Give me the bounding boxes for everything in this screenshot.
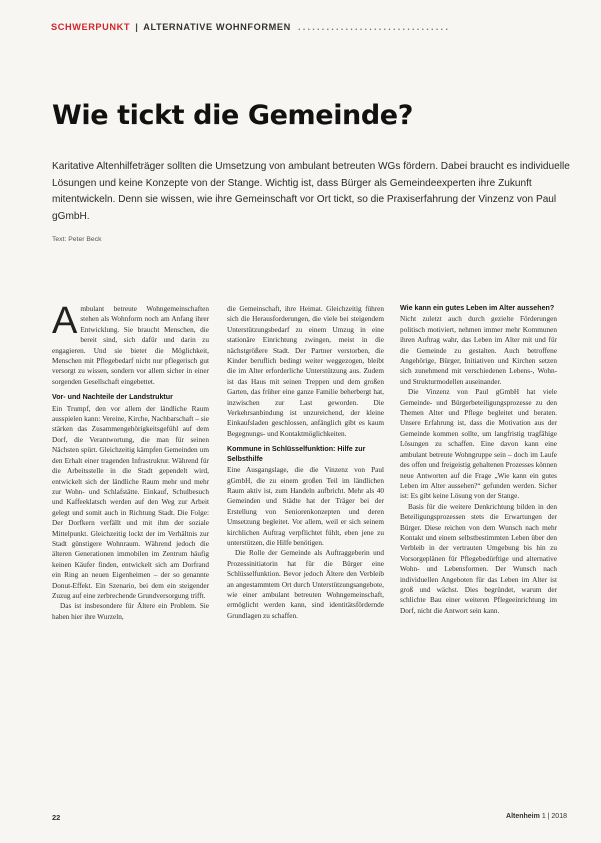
subheading: Kommune in Schlüsselfunktion: Hilfe zur Selbsthilfe	[227, 445, 366, 463]
article-lead: Karitative Altenhilfeträger sollten die Umsetzung von ambulant betreuten WGs fördern. Dabei braucht es individuelle Lösungen und keine Konzepte von der Stange. Wichtig ist, dass Bürger als Gemeindeexperten ihre Zukunft mitentwickeln. Denn sie wissen, wie ihre Gemeinschaft vor Ort tickt, so die Praxiserfahrung der Vinzenz von Paul gGmbH.	[52, 161, 570, 222]
section-label: SCHWERPUNKT	[51, 22, 131, 32]
paragraph: Nicht zuletzt auch durch gezielte Förderungen politisch motiviert, nehmen immer mehr Kommunen ihren Auftrag wahr, das Leben im Alter mit und für die Gemeinde zu gestalten. Auch betroffene Angehörige, Bürger, Initiativen und Kirchen setzen sich zunehmend mit verschiedenen Lebens-, Wohn- und Strukturmodellen auseinander.	[400, 315, 557, 386]
paragraph: mbulant betreute Wohngemeinschaften stehen als Wohnform noch am Anfang ihrer Entwicklung. Sie braucht Menschen, die bereit sind, sich dafür und darin zu engagieren. Und sie bietet die Möglichkeit, Menschen mit Pflegebedarf nicht nur pflegerisch gut versorgt zu wissen, sondern vor allem sicher in einer sorgenden Gesellschaft eingebettet.	[52, 305, 209, 386]
header-separator: |	[135, 22, 139, 32]
topic-label: ALTERNATIVE WOHNFORMEN	[143, 22, 291, 32]
text-column-1	[52, 304, 209, 804]
issue-number: 1 | 2018	[541, 813, 567, 820]
paragraph: Ein Trumpf, den vor allem der ländliche Raum ausspielen kann: Vereine, Kirche, Nachbarschaft – sie stärken das Zusammengehörigkeitsgefühl auf dem Dorf, die Verantwortung, die man für seinen Nächsten spürt. Gleichzeitig kämpfen Gemeinden um den Erhalt einer tragenden Infrastruktur. Während für die Arbeitsstelle in die Stadt gependelt wird, entwickelt sich der ländliche Raum mehr und mehr zur Wohn- und Schlafstätte. Einkauf, Schulbesuch und Kaffeeklatsch werden auf den Weg zur Arbeit gelegt und somit auch in Richtung Stadt. Die Folge: Der Dorfkern verfällt und mit ihm der soziale Mittelpunkt. Gleichzeitig lockt der im Verhältnis zur Stadt günstigere Wohnraum. Während jedoch die älteren Generationen immobilen im Zentrum häufig keinen Käufer finden, entwickelt sich am Dorfrand ein Ring an neuen Eigenheimen – der so genannte Donut-Effekt. Ein Szenario, bei dem ein steigender Zuzug auf eine zerbrechende Grundversorgung trifft.	[52, 404, 209, 600]
text-column-2	[227, 304, 384, 804]
article-title: Wie tickt die Gemeinde?	[52, 100, 413, 131]
drop-cap: A	[52, 304, 78, 342]
paragraph: die Gemeinschaft, ihre Heimat. Gleichzeitig führen sich die Herausforderungen, die viele bei steigendem Unterstützungsbedarf zu einem Umzug in eine stationäre Einrichtung zwingen, meist in die nächstgrößere Stadt. Der Partner verstorben, die Kinder beruflich bedingt weiter weggezogen, bleibt die im Alter erforderliche Unterstützung aus. Zudem ist das Haus mit seinen Treppen und dem großen Garten, das früher eine ganze Familie beherbergt hat, inzwischen zur Last geworden. Die Verkehrsanbindung ist unzureichend, der kleine Einkaufsladen geschlossen, anfänglich gibt es kaum Begegnungs- und Kontaktmöglichkeiten.	[227, 305, 384, 438]
magazine-footer	[506, 813, 567, 820]
page-number: 22	[52, 813, 61, 822]
paragraph: Eine Ausgangslage, die die Vinzenz von Paul gGmbH, die zu einem großen Teil im ländlichen Raum aktiv ist, zum Handeln aufbricht. Mehr als 40 Gemeinden und Städte hat der Träger bei der Erstellung von Seniorenkonzepten und deren Umsetzung begleitet. Vor allem, weil er sich seinem kirchlichen Auftrag verpflichtet fühlt, eben jene zu unterstützen, die Hilfe benötigen.	[227, 466, 384, 547]
text-column-3	[400, 304, 557, 804]
paragraph: Basis für die weitere Denkrichtung bilden in den Beteiligungsprozessen stets die Erwartungen der Bürger. Diese reichen von dem Wunsch nach mehr Kontakt und einem selbstbestimmten Leben über den Verbleib in der vertrauten Umgebung bis hin zu Vorsorgeplänen für Pflegebedürftige und alternative Wohn- und Lebensformen. Der Wunsch nach individuellen Angeboten für das Leben im Alter ist groß und wächst. Dies begründet, warum der schlichte Bau einer weiteren Pflegeeinrichtung im Dorf, nicht die Antwort sein kann.	[400, 502, 557, 615]
magazine-name: Altenheim	[506, 813, 540, 820]
section-header	[51, 22, 571, 36]
subheading: Vor- und Nachteile der Landstruktur	[52, 393, 173, 402]
author-credit: Text: Peter Beck	[52, 236, 102, 243]
paragraph: Die Rolle der Gemeinde als Auftraggeberin und Prozessinitiatorin hat für die Bürger eine Schlüsselfunktion. Bevor jedoch Ältere den Verbleib an angestammtem Ort durch Unterstützungsangebote, wie einer ambulant betreuten Wohngemeinschaft, ermöglicht werden kann, sind identitätsfördernde Grundlagen zu schaffen.	[227, 549, 384, 620]
paragraph: Die Vinzenz von Paul gGmbH hat viele Gemeinde- und Bürgerbeteiligungsprozesse zu den Themen Alter und Pflege begleitet und beraten. Unsere Erfahrung ist, dass die Motivation aus der Gemeinde kommen sollte, um langfristig tragfähige Lösungen zu schaffen. Eine davon kann eine ambulant betreute Wohngruppe sein – doch im Laufe des offen und freigeistig gehaltenen Prozesses können neue Antworten auf die Frage „Wie kann ein gutes Leben im Alter aussehen?“ gefunden werden. Sicher ist: Es gibt keine Lösung von der Stange.	[400, 388, 557, 501]
header-dots: ................................	[297, 22, 451, 32]
paragraph: Das ist insbesondere für Ältere ein Problem. Sie haben hier ihre Wurzeln,	[52, 602, 209, 621]
subheading: Wie kann ein gutes Leben im Alter aussehen?	[400, 304, 555, 312]
